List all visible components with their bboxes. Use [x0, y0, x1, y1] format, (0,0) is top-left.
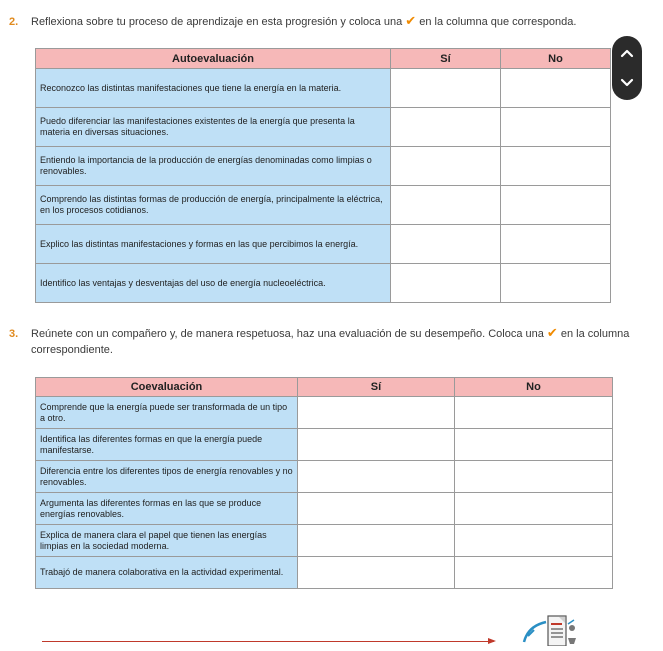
question-text-end: en la columna — [560, 328, 630, 340]
criterion: Comprende que la energía puede ser transformada de un tipo a otro. — [36, 397, 298, 429]
question-text-line2: correspondiente. — [31, 344, 113, 356]
criterion: Identifica las diferentes formas en que la energía puede manifestarse. — [36, 429, 298, 461]
yes-cell[interactable] — [298, 493, 455, 525]
header-yes: Sí — [298, 378, 455, 397]
yes-cell[interactable] — [391, 225, 501, 264]
header-self-assessment: Autoevaluación — [36, 49, 391, 69]
arrow-icon — [488, 638, 496, 644]
yes-cell[interactable] — [391, 147, 501, 186]
criterion: Identifico las ventajas y desventajas del uso de energía nucleoeléctrica. — [36, 264, 391, 303]
no-cell[interactable] — [455, 557, 613, 589]
scroll-down-button[interactable] — [612, 68, 642, 98]
no-cell[interactable] — [501, 186, 611, 225]
criterion: Reconozco las distintas manifestaciones que tiene la energía en la materia. — [36, 69, 391, 108]
yes-cell[interactable] — [391, 264, 501, 303]
criterion: Explica de manera clara el papel que tienen las energías limpias en la sociedad moderna. — [36, 525, 298, 557]
yes-cell[interactable] — [298, 429, 455, 461]
no-cell[interactable] — [501, 108, 611, 147]
no-cell[interactable] — [455, 397, 613, 429]
question-number: 3. — [9, 328, 19, 340]
header-peer-assessment: Coevaluación — [36, 378, 298, 397]
table-row — [36, 225, 611, 264]
table-row — [36, 147, 611, 186]
criterion: Comprendo las distintas formas de producción de energía, principalmente la eléctrica, en los procesos cotidianos. — [36, 186, 391, 225]
scroll-up-button[interactable] — [612, 38, 642, 68]
chevron-down-icon — [620, 78, 634, 88]
checkmark-icon: ✔ — [546, 325, 558, 340]
no-cell[interactable] — [455, 493, 613, 525]
yes-cell[interactable] — [391, 69, 501, 108]
question-text: Reúnete con un compañero y, de manera respetuosa, haz una evaluación de su desempeño. Coloca una — [31, 328, 544, 340]
peer-assessment-table — [35, 377, 613, 589]
criterion: Puedo diferenciar las manifestaciones existentes de la energía que presenta la materia en diversas situaciones. — [36, 108, 391, 147]
footer-divider — [42, 641, 494, 642]
no-cell[interactable] — [455, 429, 613, 461]
yes-cell[interactable] — [298, 557, 455, 589]
no-cell[interactable] — [501, 69, 611, 108]
no-cell[interactable] — [501, 147, 611, 186]
chevron-up-icon — [620, 48, 634, 58]
criterion: Explico las distintas manifestaciones y formas en las que percibimos la energía. — [36, 225, 391, 264]
table-row — [36, 69, 611, 108]
criterion: Argumenta las diferentes formas en las que se produce energías renovables. — [36, 493, 298, 525]
question-number: 2. — [9, 16, 19, 28]
checkmark-icon: ✔ — [405, 13, 417, 28]
table-row — [36, 397, 613, 429]
question-text-end: en la columna que corresponda. — [419, 16, 577, 28]
no-cell[interactable] — [455, 525, 613, 557]
criterion: Trabajó de manera colaborativa en la actividad experimental. — [36, 557, 298, 589]
table-row — [36, 525, 613, 557]
table-row — [36, 461, 613, 493]
yes-cell[interactable] — [391, 108, 501, 147]
question-2 — [9, 13, 629, 30]
scroll-control — [612, 36, 642, 100]
criterion: Entiendo la importancia de la producción de energías denominadas como limpias o renovables. — [36, 147, 391, 186]
self-assessment-table — [35, 48, 611, 303]
criterion: Diferencia entre los diferentes tipos de energía renovables y no renovables. — [36, 461, 298, 493]
header-no: No — [501, 49, 611, 69]
question-3 — [9, 325, 634, 358]
table-row — [36, 429, 613, 461]
question-text: Reflexiona sobre tu proceso de aprendizaje en esta progresión y coloca una — [31, 16, 403, 28]
table-row — [36, 108, 611, 147]
table-row — [36, 557, 613, 589]
no-cell[interactable] — [455, 461, 613, 493]
yes-cell[interactable] — [298, 525, 455, 557]
table-row — [36, 186, 611, 225]
yes-cell[interactable] — [298, 461, 455, 493]
yes-cell[interactable] — [298, 397, 455, 429]
table-row — [36, 493, 613, 525]
yes-cell[interactable] — [391, 186, 501, 225]
header-yes: Sí — [391, 49, 501, 69]
no-cell[interactable] — [501, 264, 611, 303]
table-row — [36, 264, 611, 303]
evaluation-document-icon — [518, 612, 584, 646]
no-cell[interactable] — [501, 225, 611, 264]
header-no: No — [455, 378, 613, 397]
